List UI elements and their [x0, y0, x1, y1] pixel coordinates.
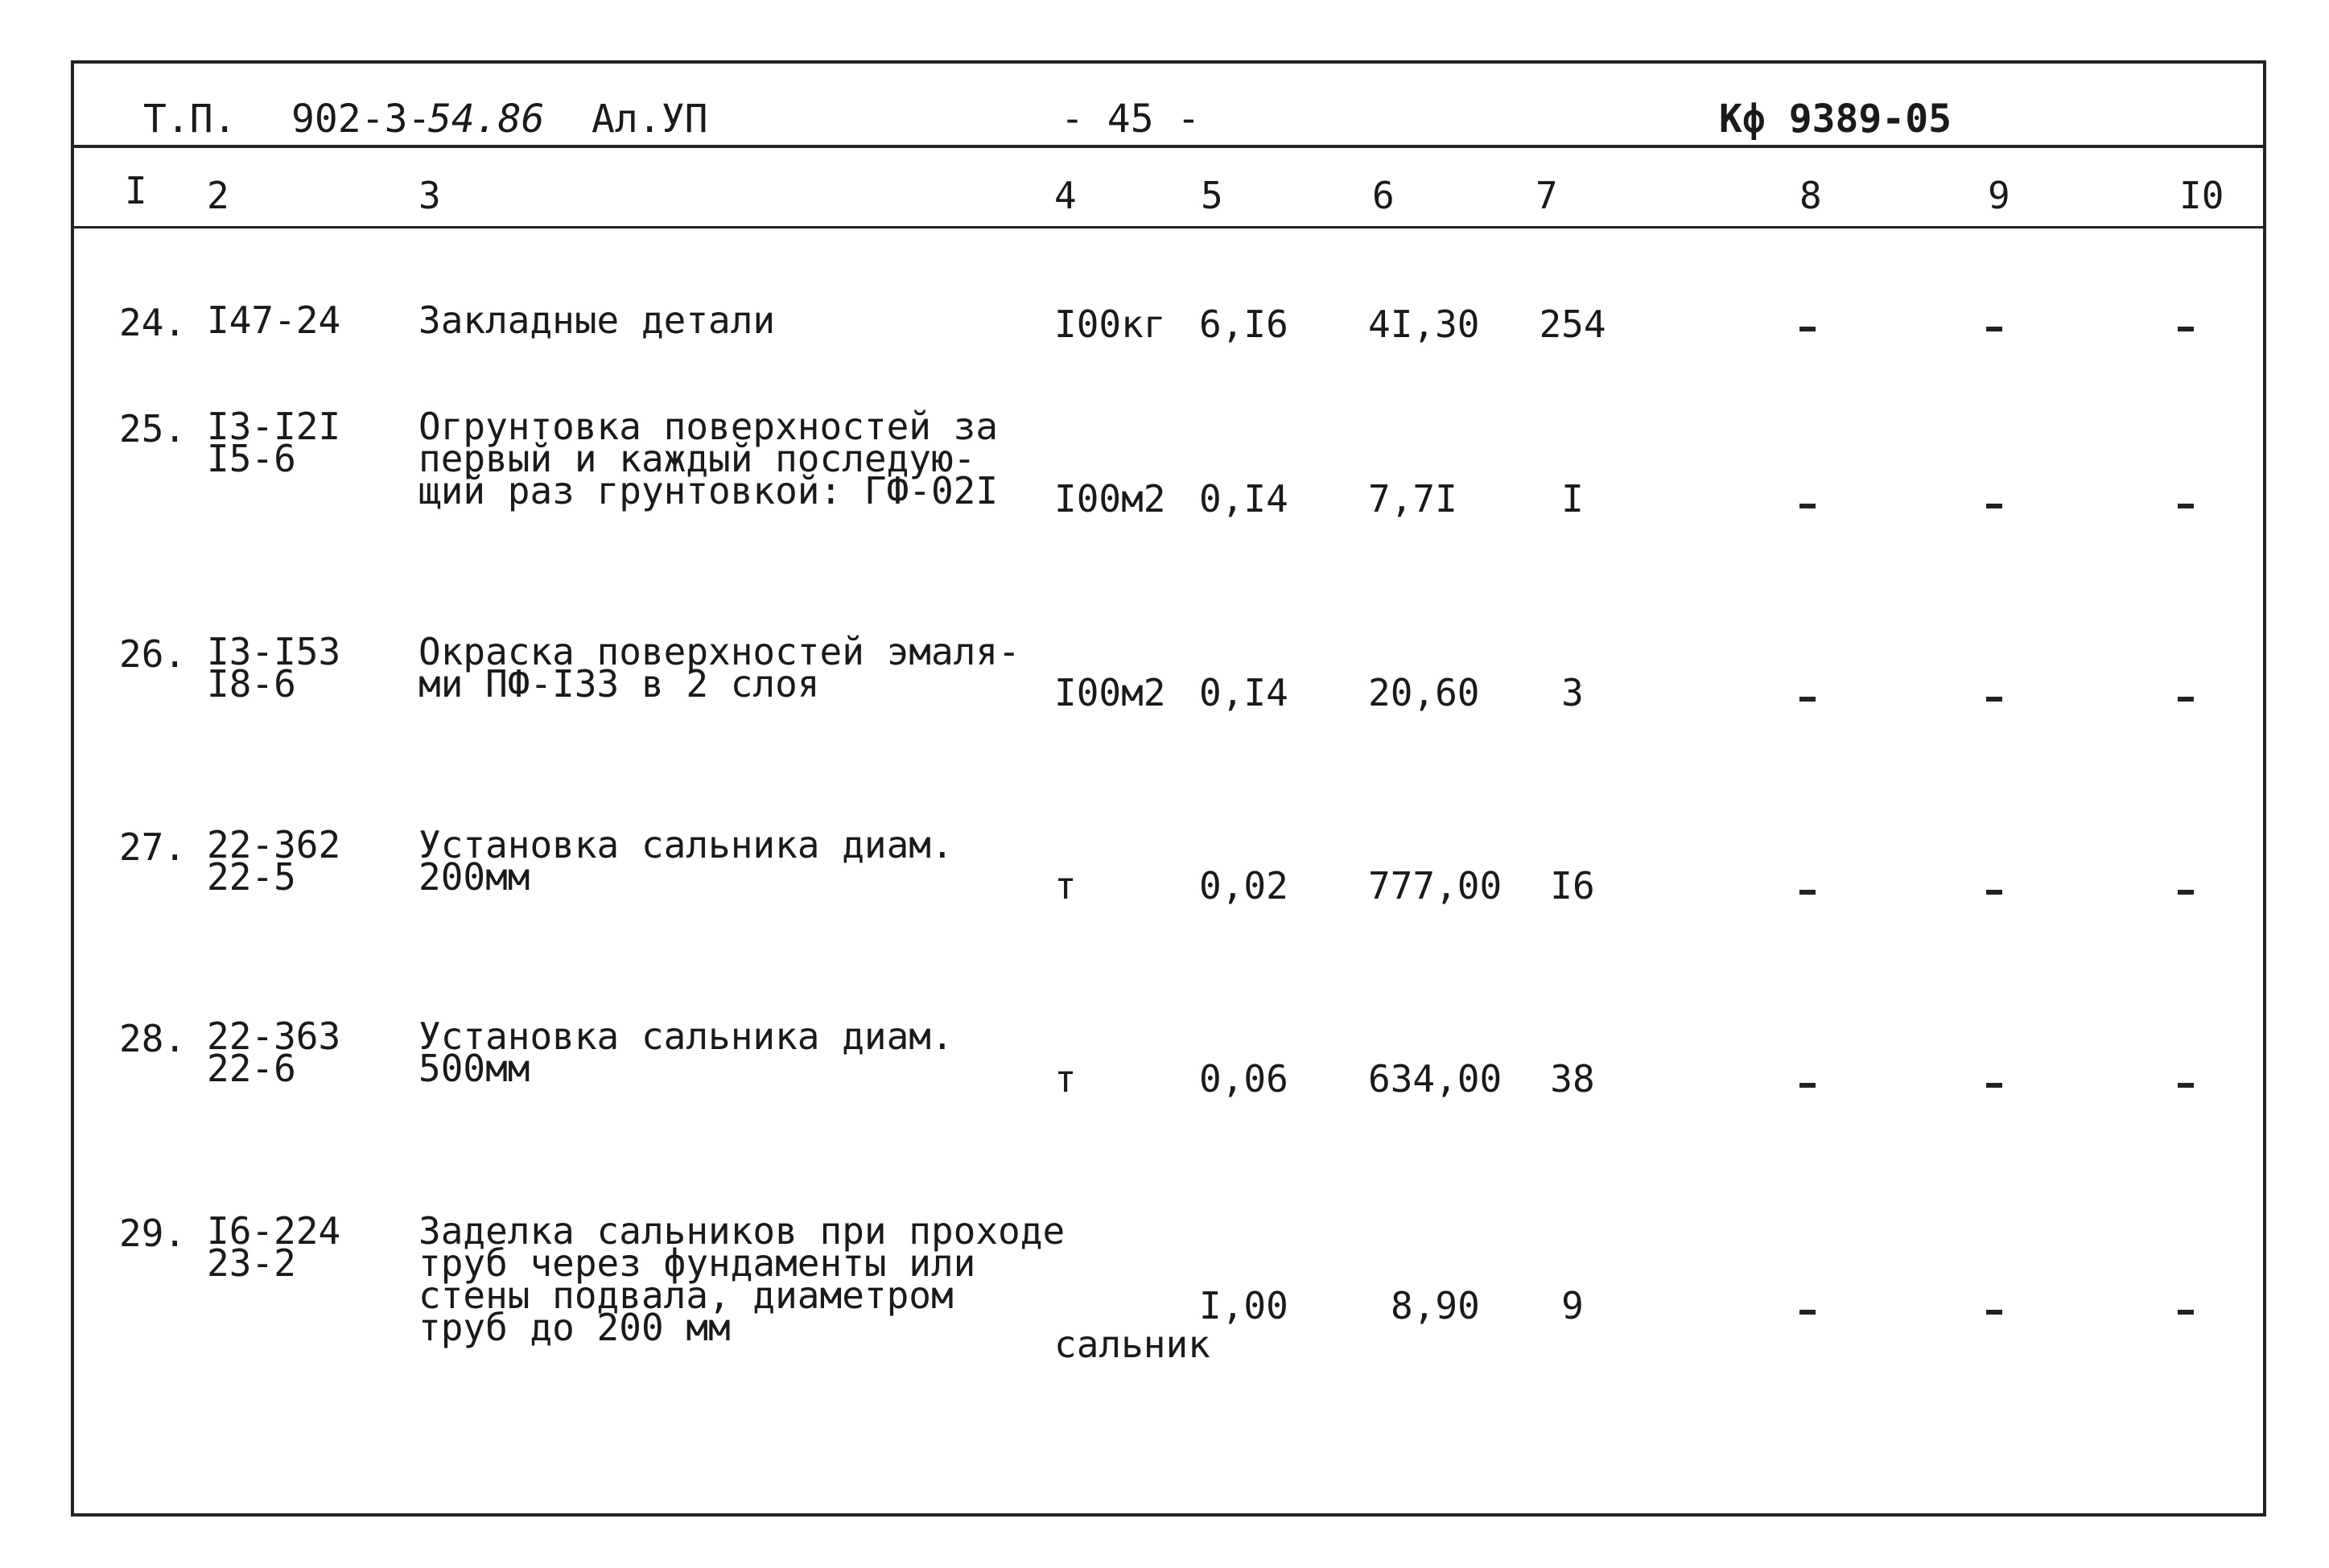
row-description-line2: 500мм [418, 1047, 530, 1090]
row-cost: I [1561, 477, 1584, 521]
document-frame [71, 60, 2266, 1517]
row-description-line3: щий раз грунтовкой: ГФ-02I [418, 469, 999, 512]
column-number-4: 4 [1054, 174, 1077, 217]
row-description-line4: труб до 200 мм [418, 1306, 731, 1349]
row-description-line2: ми ПФ-I33 в 2 слоя [418, 662, 820, 706]
row-price: 8,90 [1391, 1284, 1480, 1327]
row-code-line2: 22-6 [207, 1047, 296, 1090]
row-number: 24. [119, 301, 187, 344]
row-col9-dash [1986, 327, 2002, 331]
row-price: 4I,30 [1368, 302, 1480, 346]
column-number-3: 3 [418, 174, 441, 217]
row-quantity: 6,I6 [1199, 302, 1288, 346]
row-number: 29. [119, 1212, 187, 1255]
row-quantity: 0,02 [1199, 864, 1288, 907]
row-description-line2: труб через фундаменты или [418, 1241, 976, 1285]
column-number-2: 2 [207, 174, 229, 217]
row-code: I3-I2I [207, 405, 341, 448]
row-code: 22-362 [207, 823, 341, 866]
row-unit: сальник [1054, 1323, 1210, 1366]
column-number-1: I [125, 169, 147, 212]
row-price: 634,00 [1368, 1057, 1503, 1101]
row-col10-dash [2178, 327, 2194, 331]
column-number-8: 8 [1799, 174, 1822, 217]
header-album: Ал.УП [592, 97, 708, 142]
row-col10-dash [2178, 890, 2194, 895]
row-number: 26. [119, 632, 187, 676]
row-code-line2: I8-6 [207, 662, 296, 706]
row-col9-dash [1986, 1310, 2002, 1315]
row-unit: т [1054, 1057, 1077, 1101]
header-divider [71, 145, 2266, 148]
row-description-line2: первый и каждый последую- [418, 437, 976, 480]
row-col10-dash [2178, 1083, 2194, 1088]
column-number-9: 9 [1988, 174, 2010, 217]
row-description-line1: Огрунтовка поверхностей за [418, 405, 999, 448]
header-project-suffix: 54.86 [428, 97, 545, 142]
row-col8-dash [1799, 697, 1816, 702]
row-description-line1: Заделка сальников при проходе [418, 1209, 1066, 1253]
row-code: I47-24 [207, 298, 341, 342]
row-description-line2: 200мм [418, 855, 530, 899]
column-number-10: I0 [2179, 174, 2224, 217]
row-cost: 9 [1561, 1284, 1584, 1327]
row-quantity: 0,I4 [1199, 477, 1288, 521]
row-quantity: 0,I4 [1199, 671, 1288, 714]
row-col9-dash [1986, 1083, 2002, 1088]
row-cost: 254 [1539, 302, 1606, 346]
row-unit: I00кг [1054, 302, 1166, 346]
row-number: 25. [119, 407, 187, 451]
row-col9-dash [1986, 697, 2002, 702]
row-col8-dash [1799, 504, 1816, 508]
row-code: 22-363 [207, 1014, 341, 1058]
row-col8-dash [1799, 1083, 1816, 1088]
row-description-line1: Установка сальника диам. [418, 823, 954, 866]
row-description-line1: Установка сальника диам. [418, 1014, 954, 1058]
column-number-7: 7 [1535, 174, 1558, 217]
row-col8-dash [1799, 327, 1816, 331]
column-header-divider [71, 226, 2266, 228]
row-col10-dash [2178, 697, 2194, 702]
row-col10-dash [2178, 504, 2194, 508]
row-price: 7,7I [1368, 477, 1457, 521]
row-cost: 3 [1561, 671, 1584, 714]
header-project-prefix: 902-3- [291, 97, 431, 142]
row-description-line1: Окраска поверхностей эмаля- [418, 630, 1020, 673]
row-col9-dash [1986, 504, 2002, 508]
row-description: Закладные детали [418, 298, 776, 342]
header-tp: Т.П. [143, 97, 237, 142]
row-col8-dash [1799, 890, 1816, 895]
row-cost: I6 [1550, 864, 1595, 907]
row-quantity: I,00 [1199, 1284, 1288, 1327]
archive-number: Кф 9389-05 [1719, 97, 1952, 142]
row-code: I6-224 [207, 1209, 341, 1253]
row-price: 20,60 [1368, 671, 1480, 714]
row-number: 27. [119, 825, 187, 869]
row-unit: I00м2 [1054, 671, 1166, 714]
row-col9-dash [1986, 890, 2002, 895]
row-unit: I00м2 [1054, 477, 1166, 521]
row-cost: 38 [1550, 1057, 1595, 1101]
page-number: - 45 - [1061, 97, 1201, 142]
row-col8-dash [1799, 1310, 1816, 1315]
row-price: 777,00 [1368, 864, 1503, 907]
row-code: I3-I53 [207, 630, 341, 673]
row-unit: т [1054, 864, 1077, 907]
row-code-line2: 22-5 [207, 855, 296, 899]
row-number: 28. [119, 1017, 187, 1060]
row-code-line2: I5-6 [207, 437, 296, 480]
row-description-line3: стены подвала, диаметром [418, 1274, 954, 1317]
row-code-line2: 23-2 [207, 1241, 296, 1285]
column-number-5: 5 [1201, 174, 1223, 217]
row-quantity: 0,06 [1199, 1057, 1288, 1101]
column-number-6: 6 [1372, 174, 1395, 217]
row-col10-dash [2178, 1310, 2194, 1315]
